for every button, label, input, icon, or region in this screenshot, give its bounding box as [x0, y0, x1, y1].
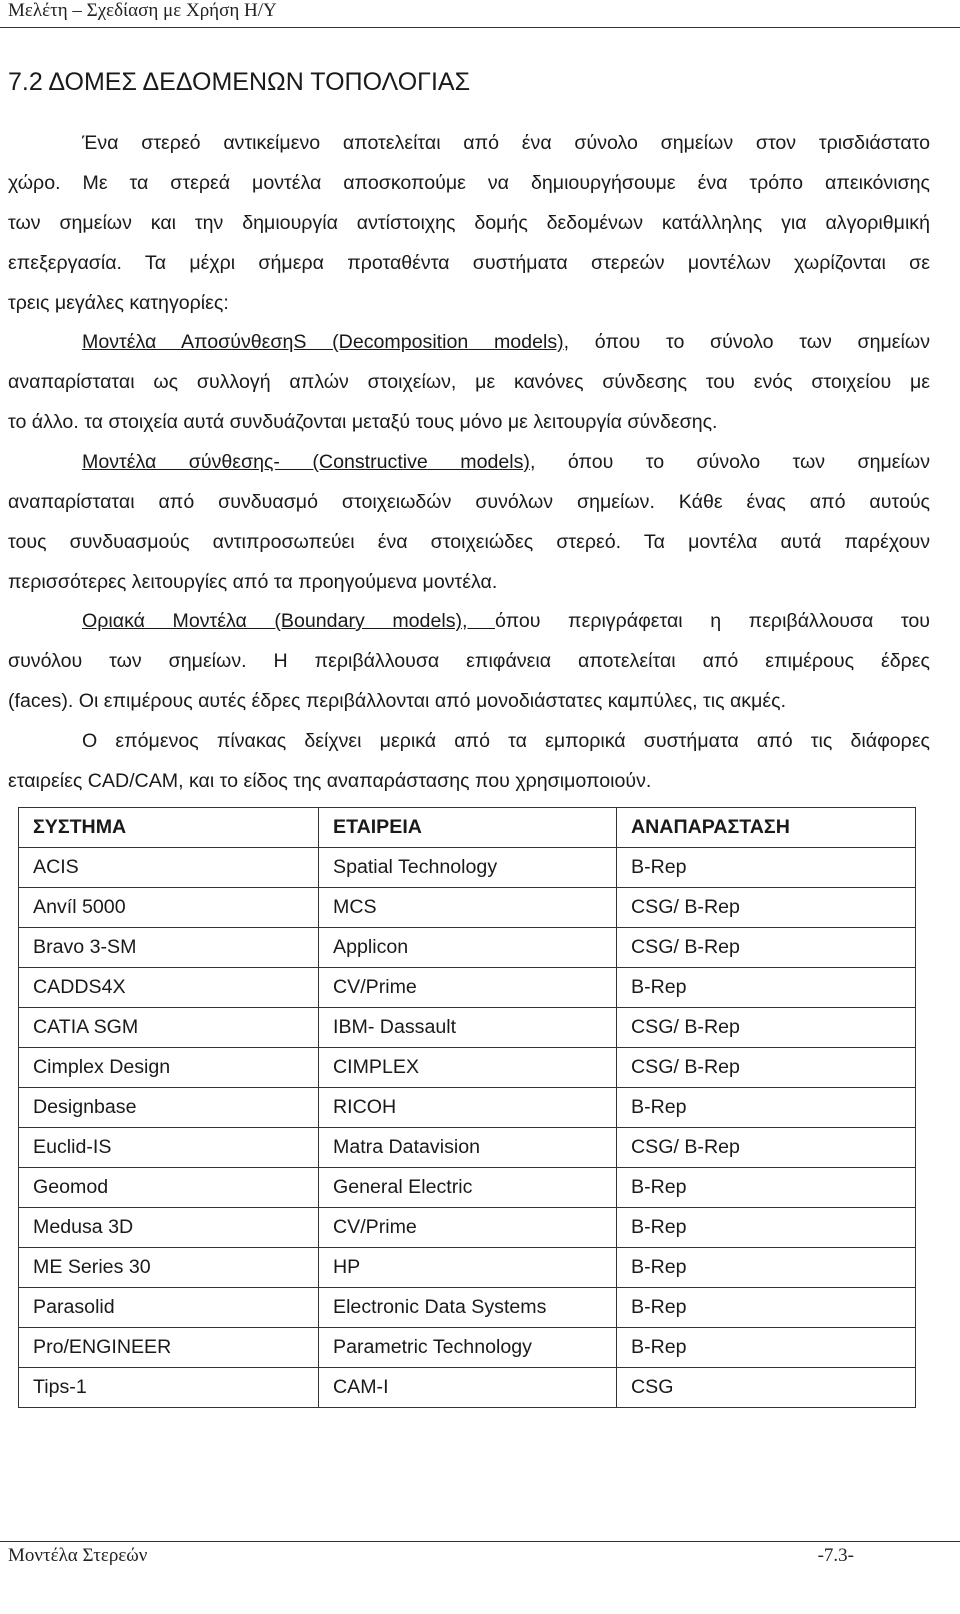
table-row — [19, 1008, 916, 1048]
cell-company: IBM- Dassault — [319, 1008, 617, 1048]
cell-representation: B-Rep — [617, 968, 916, 1008]
cell-system: Parasolid — [19, 1288, 319, 1328]
cell-representation: B-Rep — [617, 1088, 916, 1128]
decomposition-term: Μοντέλα ΑποσύνθεσηS (Decomposition models) — [82, 331, 564, 353]
cell-system: Medusa 3D — [19, 1208, 319, 1248]
cell-system: Designbase — [19, 1088, 319, 1128]
constructive-term: Μοντέλα σύνθεσης- (Constructive models) — [82, 451, 530, 473]
cell-company: Spatial Technology — [319, 848, 617, 888]
boundary-term: Οριακά Μοντέλα (Boundary models), — [82, 610, 496, 632]
table-row — [19, 1248, 916, 1288]
cell-system: Tips-1 — [19, 1368, 319, 1408]
footer-chapter: Μοντέλα Στερεών — [8, 1545, 148, 1566]
table-row — [19, 1368, 916, 1408]
table-row — [19, 1088, 916, 1128]
decomposition-line-3: το άλλο. τα στοιχεία αυτά συνδυάζονται μεταξύ τους μόνο με λειτουργία σύνδεσης. — [8, 411, 718, 433]
intro-line-5: τρεις μεγάλες κατηγορίες: — [8, 292, 229, 314]
intro-line-4: επεξεργασία. Τα μέχρι σήμερα προταθέντα συστήματα στερεών μοντέλων χωρίζονται σε — [8, 252, 930, 274]
boundary-line-1 — [82, 606, 930, 646]
cell-company: Matra Datavision — [319, 1128, 617, 1168]
boundary-line-2: συνόλου των σημείων. Η περιβάλλουσα επιφάνεια αποτελείται από επιμέρους έδρες — [8, 650, 930, 672]
cell-representation: CSG/ B-Rep — [617, 928, 916, 968]
cell-company: General Electric — [319, 1168, 617, 1208]
cell-company: CAM-I — [319, 1368, 617, 1408]
constructive-line-1-rest: , όπου το σύνολο των σημείων — [529, 451, 930, 473]
table-row — [19, 1208, 916, 1248]
cell-representation: B-Rep — [617, 848, 916, 888]
boundary-line-1-rest: όπου περιγράφεται η περιβάλλουσα του — [495, 610, 930, 632]
constructive-line-2: αναπαρίσταται από συνδυασμό στοιχειωδών συνόλων σημείων. Κάθε ένας από αυτούς — [8, 491, 930, 513]
constructive-line-4: περισσότερες λειτουργίες από τα προηγούμενα μοντέλα. — [8, 571, 498, 593]
intro-line-3: των σημείων και την δημιουργία αντίστοιχης δομής δεδομένων κατάλληλης για αλγοριθμική — [8, 212, 930, 234]
cell-system: ACIS — [19, 848, 319, 888]
cell-representation: CSG/ B-Rep — [617, 1128, 916, 1168]
cell-system: Anvíl 5000 — [19, 888, 319, 928]
page-footer — [0, 1541, 960, 1614]
decomposition-line-1-rest: , όπου το σύνολο των σημείων — [563, 331, 930, 353]
cell-company: RICOH — [319, 1088, 617, 1128]
table-header-row — [19, 808, 916, 848]
table-row — [19, 968, 916, 1008]
cell-representation: CSG/ B-Rep — [617, 1048, 916, 1088]
cell-representation: B-Rep — [617, 1328, 916, 1368]
header-system: ΣΥΣΤΗΜΑ — [19, 808, 319, 848]
cell-system: CATIA SGM — [19, 1008, 319, 1048]
cell-company: Electronic Data Systems — [319, 1288, 617, 1328]
cell-company: Applicon — [319, 928, 617, 968]
cell-system: Bravo 3-SM — [19, 928, 319, 968]
table-row — [19, 928, 916, 968]
table-row — [19, 848, 916, 888]
decomposition-line-1 — [82, 327, 930, 367]
table-row — [19, 1128, 916, 1168]
cell-representation: B-Rep — [617, 1208, 916, 1248]
header-title: Μελέτη – Σχεδίαση με Χρήση Η/Υ — [8, 0, 277, 21]
cell-representation: B-Rep — [617, 1248, 916, 1288]
constructive-line-1 — [82, 447, 930, 487]
table-row — [19, 1168, 916, 1208]
cell-representation: CSG — [617, 1368, 916, 1408]
cell-company: CIMPLEX — [319, 1048, 617, 1088]
cell-company: CV/Prime — [319, 1208, 617, 1248]
boundary-line-3: (faces). Οι επιμέρους αυτές έδρες περιβάλλονται από μονοδιάστατες καμπύλες, τις ακμές. — [8, 690, 787, 712]
cell-representation: B-Rep — [617, 1168, 916, 1208]
table-intro-line-2: εταιρείες CAD/CAM, και το είδος της αναπαράστασης που χρησιμοποιούν. — [8, 770, 652, 792]
cell-representation: B-Rep — [617, 1288, 916, 1328]
cell-company: MCS — [319, 888, 617, 928]
cell-system: Cimplex Design — [19, 1048, 319, 1088]
footer-page-number: -7.3- — [817, 1545, 854, 1566]
intro-line-2: χώρο. Με τα στερεά μοντέλα αποσκοπούμε να δημιουργήσουμε ένα τρόπο απεικόνισης — [8, 172, 930, 194]
header-company: ΕΤΑΙΡΕΙΑ — [319, 808, 617, 848]
cell-representation: CSG/ B-Rep — [617, 1008, 916, 1048]
table-row — [19, 1048, 916, 1088]
cell-company: Parametric Technology — [319, 1328, 617, 1368]
cell-company: HP — [319, 1248, 617, 1288]
header-representation: ΑΝΑΠΑΡΑΣΤΑΣΗ — [617, 808, 916, 848]
cell-system: ME Series 30 — [19, 1248, 319, 1288]
cad-systems-table — [18, 807, 916, 1408]
page-header — [0, 0, 960, 28]
cell-system: CADDS4X — [19, 968, 319, 1008]
table-row — [19, 1288, 916, 1328]
decomposition-line-2: αναπαρίσταται ως συλλογή απλών στοιχείων, με κανόνες σύνδεσης του ενός στοιχείου με — [8, 371, 930, 393]
cell-system: Geomod — [19, 1168, 319, 1208]
cell-representation: CSG/ B-Rep — [617, 888, 916, 928]
intro-line-1: Ένα στερεό αντικείμενο αποτελείται από ένα σύνολο σημείων στον τρισδιάστατο — [82, 132, 930, 154]
table-row — [19, 888, 916, 928]
constructive-line-3: τους συνδυασμούς αντιπροσωπεύει ένα στοιχειώδες στερεό. Τα μοντέλα αυτά παρέχουν — [8, 531, 930, 553]
cell-company: CV/Prime — [319, 968, 617, 1008]
table-intro-line-1: Ο επόμενος πίνακας δείχνει μερικά από τα εμπορικά συστήματα από τις διάφορες — [82, 730, 930, 752]
cell-system: Euclid-IS — [19, 1128, 319, 1168]
cell-system: Pro/ENGINEER — [19, 1328, 319, 1368]
section-title: 7.2 ΔΟΜΕΣ ΔΕΔΟΜΕΝΩΝ ΤΟΠΟΛΟΓΙΑΣ — [8, 68, 471, 96]
table-row — [19, 1328, 916, 1368]
